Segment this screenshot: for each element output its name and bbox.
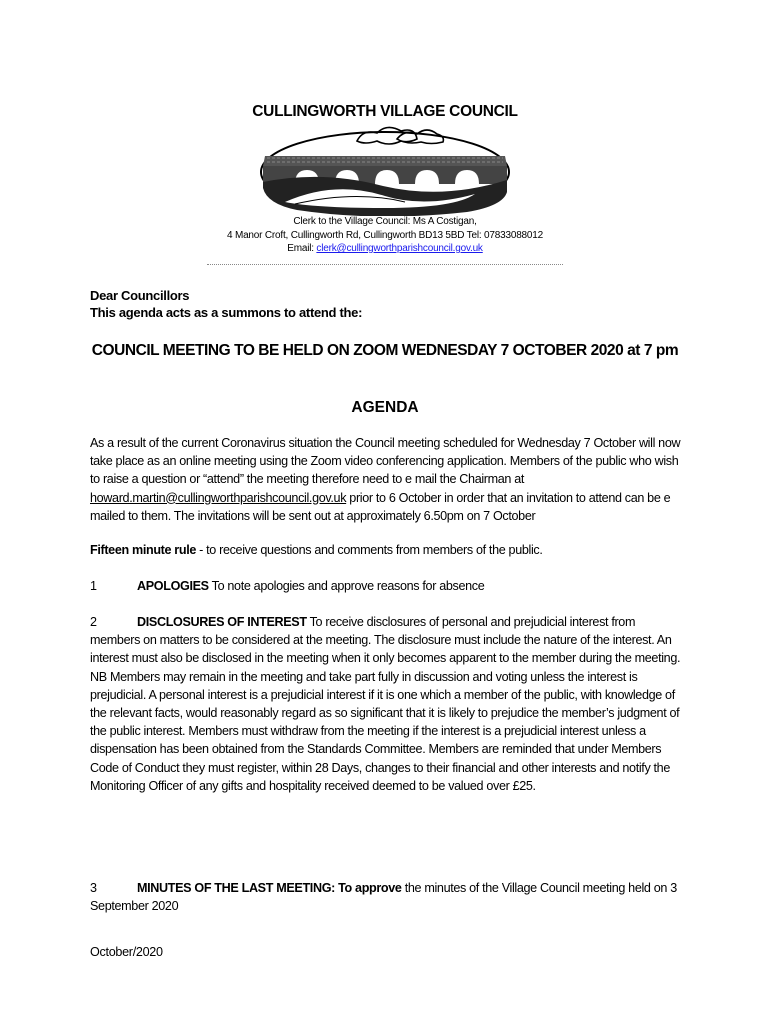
council-name: CULLINGWORTH VILLAGE COUNCIL xyxy=(252,103,518,120)
salutation xyxy=(90,287,362,321)
page-footer-date: October/2020 xyxy=(90,945,163,959)
agenda-item-minutes xyxy=(90,879,682,915)
item-note: NB Members may remain in the meeting and take part fully in discussion and voting unless the interest is prejudicial. A personal interest is a prejudicial interest if it is one which a member of the public, with knowledge of the relevant facts, would reasonably regard as so significant that it is likely to prejudice the member’s judgment of the public interest. Members must withdraw from the meeting if the interest is a prejudicial interest unless a dispensation has been obtained from the Standards Committee. Members are reminded that under Members Code of Conduct they must register, within 28 Days, changes to their financial and other interests and notify the Monitoring Officer of any gifts and hospitality received deemed to be valued over £25. xyxy=(90,669,680,793)
clerk-name-line: Clerk to the Village Council: Ms A Costigan, xyxy=(293,216,477,227)
clerk-email-link[interactable]: clerk@cullingworthparishcouncil.gov.uk xyxy=(316,243,483,254)
chairman-email-link[interactable]: howard.martin@cullingworthparishcouncil.gov.uk xyxy=(90,490,347,505)
item-title: DISCLOSURES OF INTEREST xyxy=(137,615,307,629)
meeting-title: COUNCIL MEETING TO BE HELD ON ZOOM WEDNESDAY 7 OCTOBER 2020 at 7 pm xyxy=(91,342,679,359)
item-title: MINUTES OF THE LAST MEETING: To approve xyxy=(137,881,402,895)
item-number: 2 xyxy=(90,615,97,629)
fifteen-minute-rule-label: Fifteen minute rule xyxy=(90,543,197,557)
agenda-item-apologies xyxy=(90,577,682,595)
fifteen-minute-rule xyxy=(90,541,682,559)
salutation-greeting: Dear Councillors xyxy=(90,288,190,303)
fifteen-minute-rule-text: - to receive questions and comments from members of the public. xyxy=(196,543,543,557)
item-number: 1 xyxy=(90,579,97,593)
item-body xyxy=(90,613,682,668)
item-title: APOLOGIES xyxy=(137,579,209,593)
clerk-address-line: 4 Manor Croft, Cullingworth Rd, Cullingworth BD13 5BD Tel: 07833088012 xyxy=(227,229,543,241)
clerk-contact-block xyxy=(0,215,770,256)
item-text: the minutes of the Village Council meeting held on 3 September 2020 xyxy=(90,881,677,914)
village-bridge-logo-icon xyxy=(255,122,515,216)
clerk-email-line xyxy=(0,242,770,256)
intro-text-after: prior to 6 October in order that an invitation to attend can be e mailed to them. The invitations will be sent out at approximately 6.50pm on 7 October xyxy=(90,490,671,523)
item-text: To receive disclosures of personal and prejudicial interest from members on matters to be considered at the meeting. The disclosure must include the nature of the interest. An interest must also be disclosed in the meeting when it only becomes apparent to the member during the meeting. xyxy=(90,615,681,666)
item-text: To note apologies and approve reasons for absence xyxy=(208,579,485,593)
salutation-summons: This agenda acts as a summons to attend the: xyxy=(90,305,363,320)
item-number: 3 xyxy=(90,881,97,895)
intro-paragraph xyxy=(90,434,682,525)
header-divider xyxy=(207,264,563,265)
intro-text-before: As a result of the current Coronavirus situation the Council meeting scheduled for Wednesday 7 October will now take place as an online meeting using the Zoom video conferencing application. Members of the public who wish to raise a question or “attend” the meeting therefore need to e mail the Chairman at xyxy=(90,436,681,487)
agenda-item-disclosures xyxy=(90,613,682,795)
agenda-heading: AGENDA xyxy=(351,399,419,416)
email-label: Email: xyxy=(287,243,317,254)
